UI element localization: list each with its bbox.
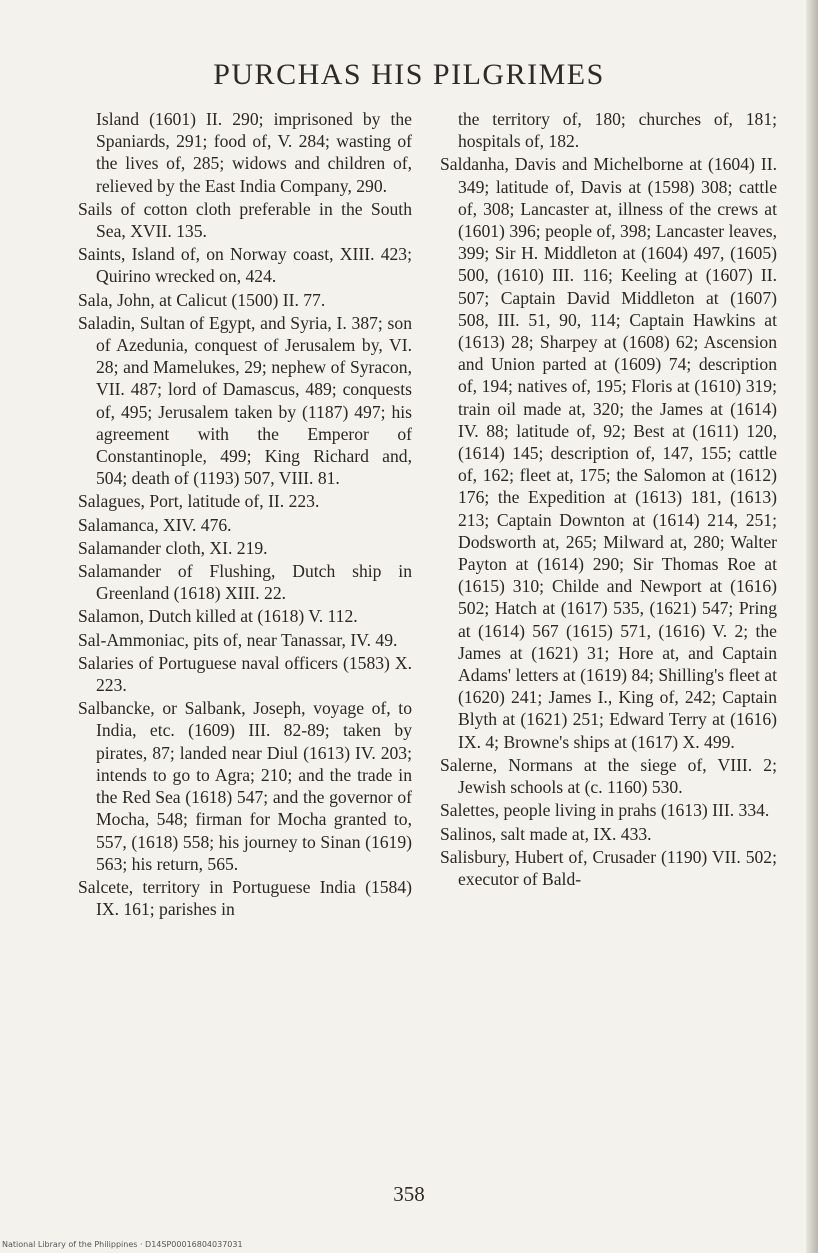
index-entry: Salamanca, XIV. 476. (78, 514, 232, 535)
index-entry: Salamander of Flushing, Dutch ship in Greenland (1618) XIII. 22. (78, 561, 412, 604)
index-entry: Salamon, Dutch killed at (1618) V. 112. (78, 606, 358, 627)
index-entry: Salamander cloth, XI. 219. (78, 537, 268, 558)
index-entry: Salettes, people living in prahs (1613) III. 334. (440, 800, 770, 821)
index-entry: Saldanha, Davis and Michelborne at (1604) II. 349; latitude of, Davis at (1598) 308; cattle of, 308; Lancaster at, illness of the crews at (1601) 396; people of, 398; Lancaster leaves, 399; Sir H. Middleton at (1604) 497, (1605) 500, (1610) III. 116; Keeling at (1607) II. 507; Captain David Middleton at (1607) 508, III. 51, 90, 114; Captain Hawkins at (1613) 28; Sharpey at (1608) 62; Ascension and Union parted at (1609) 74; description of, 194; natives of, 195; Floris at (1610) 319; train oil made at, 320; the James at (1614) IV. 88; latitude of, 92; Best at (1611) 120, (1614) 145; description of, 147, 155; cattle of, 162; fleet at, 175; the Salomon at (1612) 176; the Expedition at (1613) 181, (1613) 213; Captain Downton at (1614) 214, 251; Dodsworth at, 265; Milward at, 280; Walter Payton at (1614) 290; Sir Thomas Roe at (1615) 310; Childe and Newport at (1616) 502; Hatch at (1617) 535, (1621) 547; Pring at (1614) 567 (1615) 571, (1616) V. 2; the James at (1621) 31; Hore at, and Captain Adams' letters at (1619) 84; Shilling's fleet at (1620) 241; James I., King of, 242; Captain Blyth at (1621) 251; Edward Terry at (1616) IX. 4; Browne's ships at (1617) X. 499. (440, 154, 777, 752)
index-entry: the territory of, 180; churches of, 181; hospitals of, 182. (458, 109, 777, 152)
index-entry: Saints, Island of, on Norway coast, XIII. 423; Quirino wrecked on, 424. (78, 244, 412, 287)
index-entry: Salcete, territory in Portuguese India (1584) IX. 161; parishes in (78, 876, 412, 920)
index-entry: Salerne, Normans at the siege of, VIII. 2; Jewish schools at (c. 1160) 530. (440, 754, 777, 798)
index-entry: Saladin, Sultan of Egypt, and Syria, I. 387; son of Azedunia, conquest of Jerusalem by, VI. 28; and Mamelukes, 29; nephew of Syracon, VII. 487; lord of Damascus, 489; conquests of, 495; Jerusalem taken by (1187) 497; his agreement with the Emperor of Constantinople, 499; King Richard and, 504; death of (1193) 507, VIII. 81. (78, 312, 412, 489)
left-column (78, 108, 412, 921)
index-entry: Salaries of Portuguese naval officers (1583) X. 223. (78, 652, 412, 696)
index-entry: Island (1601) II. 290; imprisoned by the Spaniards, 291; food of, V. 284; wasting of the lives of, 285; widows and children of, relieved by the East India Company, 290. (96, 109, 412, 196)
right-column (440, 108, 777, 891)
source-mark: National Library of the Philippines · D14SP00016804037031 (2, 1240, 243, 1249)
index-entry: Sal-Ammoniac, pits of, near Tanassar, IV. 49. (78, 629, 398, 650)
index-entry: Salisbury, Hubert of, Crusader (1190) VII. 502; executor of Bald- (440, 846, 777, 889)
index-entry: Salinos, salt made at, IX. 433. (440, 823, 652, 844)
index-entry: Salbancke, or Salbank, Joseph, voyage of, to India, etc. (1609) III. 82-89; taken by pirates, 87; landed near Diul (1613) IV. 203; intends to go to Agra; 210; and the trade in the Red Sea (1618) 547; and the governor of Mocha, 548; firman for Mocha granted to, 557, (1618) 558; his journey to Sinan (1619) 563; his return, 565. (78, 698, 412, 874)
page-number: 358 (393, 1182, 425, 1206)
index-entry: Salagues, Port, latitude of, II. 223. (78, 491, 320, 512)
index-entry: Sala, John, at Calicut (1500) II. 77. (78, 289, 326, 310)
index-entry: Sails of cotton cloth preferable in the South Sea, XVII. 135. (78, 198, 412, 242)
running-head: PURCHAS HIS PILGRIMES (213, 58, 605, 91)
page-edge (806, 0, 818, 1253)
